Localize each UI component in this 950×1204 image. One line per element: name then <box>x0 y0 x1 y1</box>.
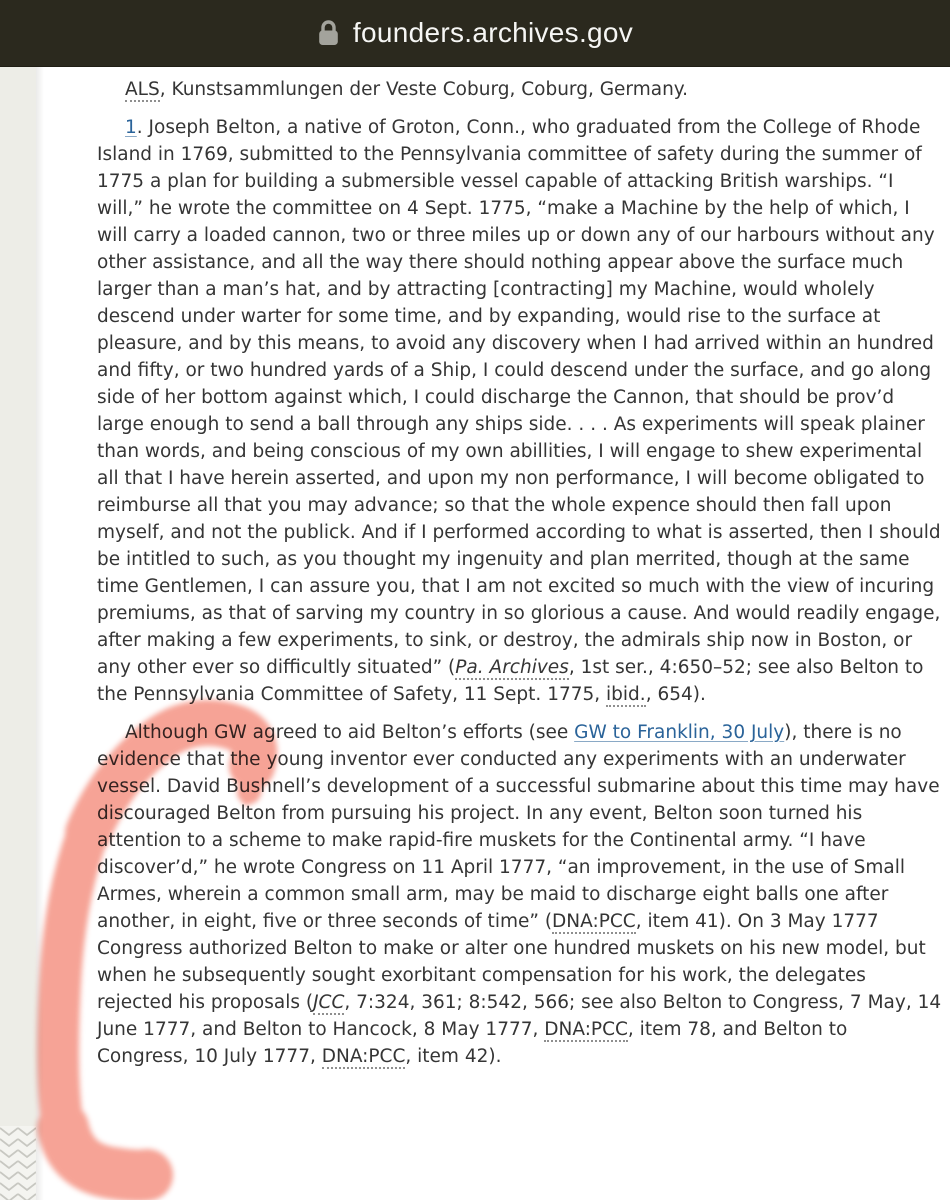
footnote-1-link[interactable]: 1 <box>125 117 137 138</box>
gw-to-franklin-link[interactable]: GW to Franklin, 30 July <box>574 722 785 743</box>
text-run: DNA:PCC <box>544 1019 628 1040</box>
page-edge-shadow <box>36 67 44 1200</box>
document-text <box>97 76 942 1081</box>
page-margin-strip <box>0 67 36 1200</box>
text-run: , item 78, and Belton to Congress, 10 July 1777, <box>97 1019 848 1067</box>
text-run: DNA:PCC <box>321 1046 406 1067</box>
text-run: , item 41). On 3 May 1777 Congress authorized Belton to make or alter one hundred muskets on his new model, but when he subsequently sought exorbitant compensation for his work, the delegates rejected his proposals ( <box>97 911 926 1013</box>
text-run: , item 42). <box>405 1046 502 1067</box>
text-run: . Joseph Belton, a native of Groton, Conn., who graduated from the College of Rhode Island in 1769, submitted to the Pennsylvania committee of safety during the summer of 1775 a plan for building a submersible vessel capable of attacking British warships. “I will,” he wrote the committee on 4 Sept. 1775, “make a Machine by the help of which, I will carry a loaded cannon, two or three miles up or down any of our harbours without any other assistance, and all the way there should nothing appear above the surface much larger than a man’s hat, and by attracting [contracting] my Machine, would wholely descend under warter for some time, and by expanding, would rise to the surface at pleasure, and by this means, to avoid any discovery when I had arrived within an hundred and fifty, or two hundred yards of a Ship, I could descend under the surface, and go along side of her bottom against which, I could discharge the Cannon, that should be prov’d large enough to send a ball through any ships side. . . . As experiments will speak plainer than words, and being conscious of my own abillities, I will engage to shew experimental all that I have herein asserted, and upon my non performance, I will become obligated to reimburse all that you may advance; so that the whole expence should then fall upon myself, and not the publick. And if I performed according to what is asserted, then I should be intitled to such, as you thought my ingenuity and plan merrited, though at the same time Gentlemen, I can assure you, that I am not excited so much with the view of incuring premiums, as that of sarving my country in so glorious a cause. And would readily engage, after making a few experiments, to sink, or destroy, the admirals ship now in Boston, or any other ever so difficultly situated” ( <box>97 117 941 678</box>
text-run: ibid. <box>606 684 646 705</box>
text-run: DNA:PCC <box>552 911 636 932</box>
text-run: ALS <box>125 79 160 100</box>
url-text[interactable]: founders.archives.gov <box>352 17 634 48</box>
text-run: Pa. Archives <box>455 657 569 678</box>
chevron-pattern <box>0 1126 36 1200</box>
footnote-1 <box>97 114 942 708</box>
text-run: JCC <box>313 992 345 1013</box>
text-run: , Kunstsammlungen der Veste Coburg, Coburg, Germany. <box>159 79 688 100</box>
text-run: Although GW agreed to aid Belton’s efforts (see <box>125 722 575 743</box>
text-run: , 654). <box>645 684 706 705</box>
text-run: ), there is no evidence that the young inventor ever conducted any experiments with an underwater vessel. David Bushnell’s development of a successful submarine about this time may have discouraged Belton from pursuing his project. In any event, Belton soon turned his attention to a scheme to make rapid-fire muskets for the Continental army. “I have discover’d,” he wrote Congress on 11 April 1777, “an improvement, in the use of Small Armes, wherein a common small arm, may be maid to discharge eight balls one after another, in eight, five or three seconds of time” ( <box>97 722 940 932</box>
page-content <box>0 67 950 1200</box>
source-note <box>97 76 942 103</box>
text-run: , 7:324, 361; 8:542, 566; see also Belton to Congress, 7 May, 14 June 1777, and Belton to Hancock, 8 May 1777, <box>97 992 942 1040</box>
footnote-1-continued <box>97 719 942 1070</box>
browser-address-bar[interactable] <box>0 0 950 67</box>
lock-icon <box>317 18 340 48</box>
text-run: , 1st ser., 4:650–52; see also Belton to the Pennsylvania Committee of Safety, 11 Sept. 1775, <box>97 657 924 705</box>
